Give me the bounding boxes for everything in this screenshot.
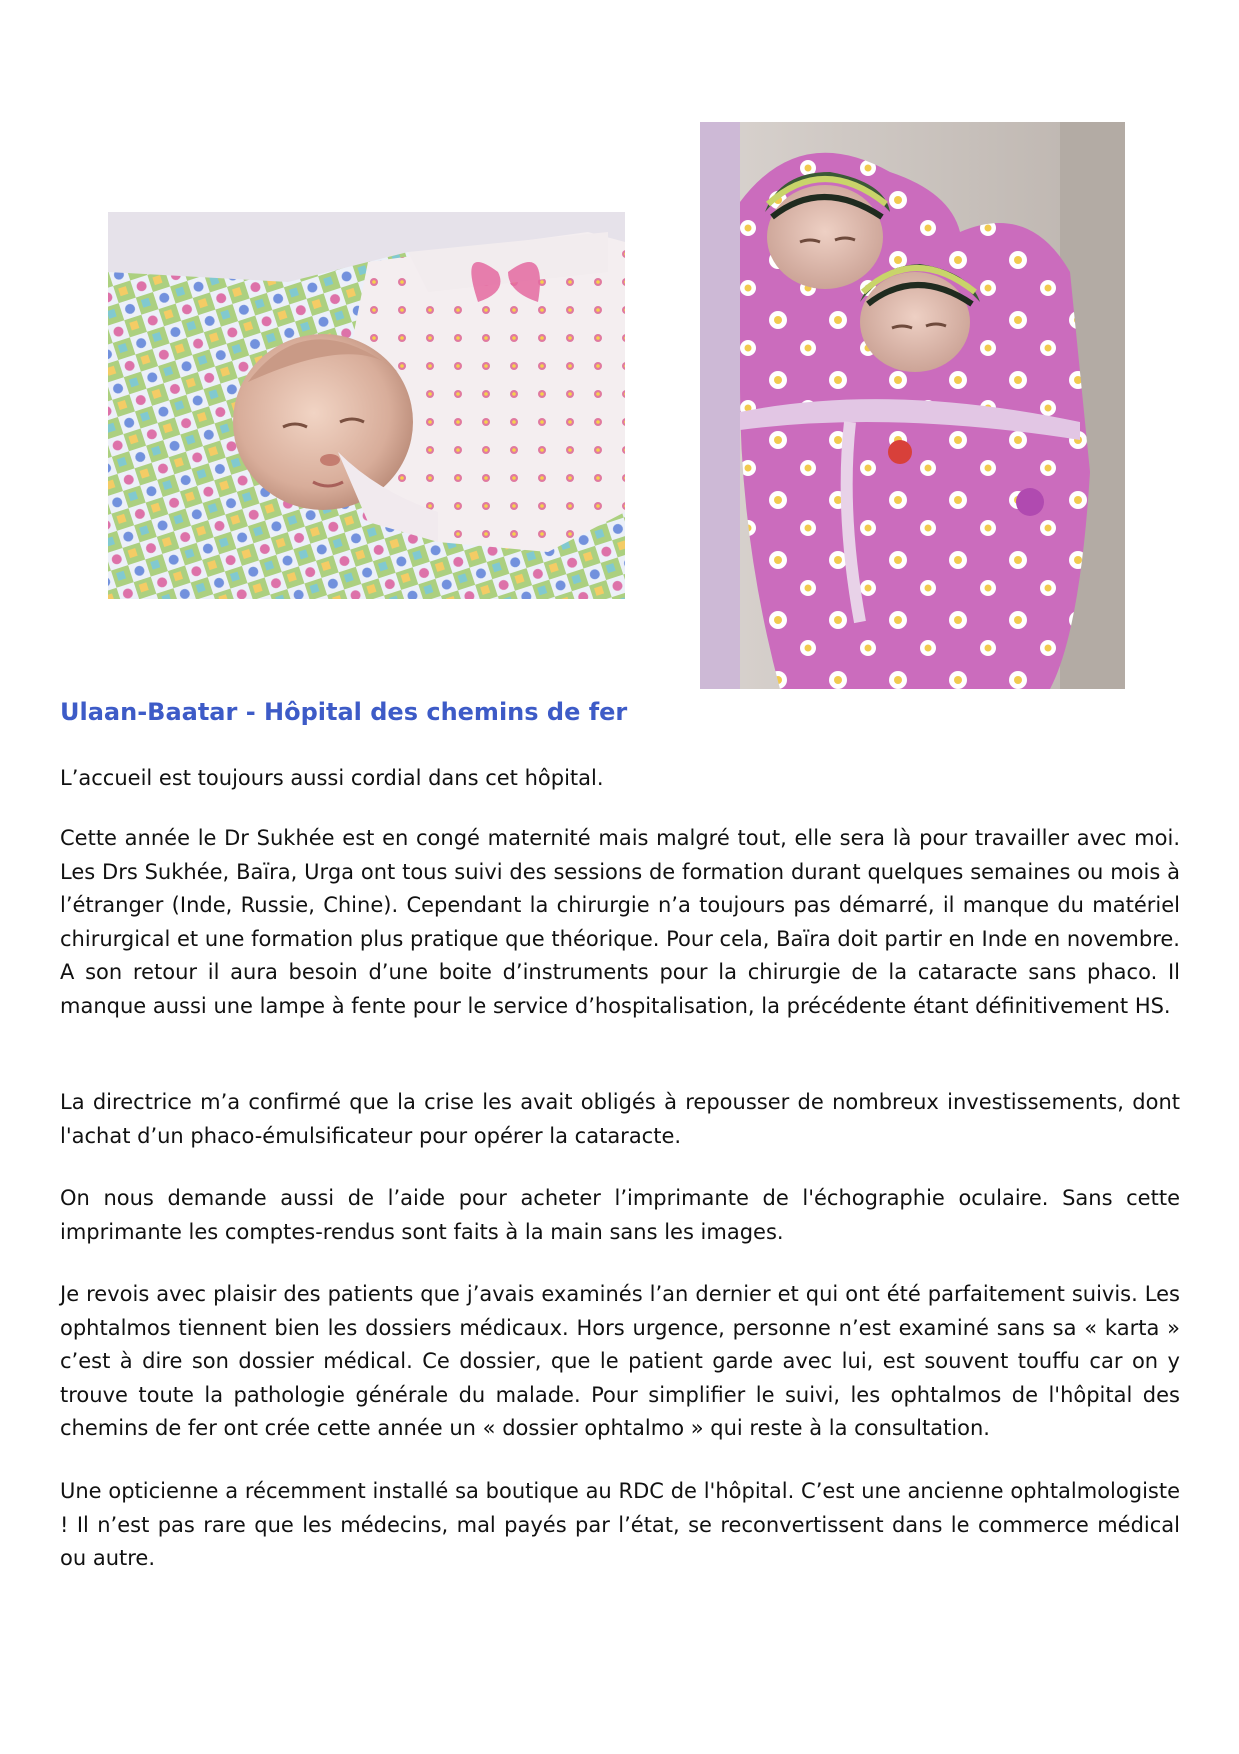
paragraph-dossiers: Je revois avec plaisir des patients que j’avais examinés l’an dernier et qui ont été parfaitement suivis. Les ophtalmos tiennent bien les dossiers médicaux. Hors urgence, personne n’est examiné sans sa « karta » c’est à dire son dossier médical. Ce dossier, que le patient garde avec lui, est souvent touffu car on y trouve toute la pathologie générale du malade. Pour simplifier le suivi, les ophtalmos de l'hôpital des chemins de fer ont crée cette année un « dossier ophtalmo » qui reste à la consultation. bbox=[60, 1282, 1180, 1440]
paragraph-accueil: L’accueil est toujours aussi cordial dans cet hôpital. bbox=[60, 766, 604, 790]
photo-twins-image bbox=[700, 122, 1125, 689]
paragraph-conge-maternite: Cette année le Dr Sukhée est en congé maternité mais malgré tout, elle sera là pour travailler avec moi. Les Drs Sukhée, Baïra, Urga ont tous suivi des sessions de formation durant quelques semaines ou mois à l’étranger (Inde, Russie, Chine). Cependant la chirurgie n’a toujours pas démarré, il manque du matériel chirurgical et une formation plus pratique que théorique. Pour cela, Baïra doit partir en Inde en novembre. A son retour il aura besoin d’une boite d’instruments pour la chirurgie de la cataracte sans phaco. Il manque aussi une lampe à fente pour le service d’hospitalisation, la précédente étant définitivement HS. bbox=[60, 826, 1180, 1018]
paragraph-opticienne: Une opticienne a récemment installé sa boutique au RDC de l'hôpital. C’est une ancienne ophtalmologiste ! Il n’est pas rare que les médecins, mal payés par l’état, se reconvertissent dans le commerce médical ou autre. bbox=[60, 1479, 1180, 1570]
section-heading: Ulaan-Baatar - Hôpital des chemins de fer bbox=[60, 698, 628, 726]
photo-twins-pink-blankets bbox=[700, 122, 1125, 689]
paragraph-directrice: La directrice m’a confirmé que la crise les avait obligés à repousser de nombreux investissements, dont l'achat d’un phaco-émulsificateur pour opérer la cataracte. bbox=[60, 1090, 1180, 1148]
photo-newborn-white-blanket bbox=[108, 212, 625, 599]
paragraph-imprimante: On nous demande aussi de l’aide pour acheter l’imprimante de l'échographie oculaire. Sans cette imprimante les comptes-rendus sont faits à la main sans les images. bbox=[60, 1186, 1180, 1244]
photo-newborn-image bbox=[108, 212, 625, 599]
